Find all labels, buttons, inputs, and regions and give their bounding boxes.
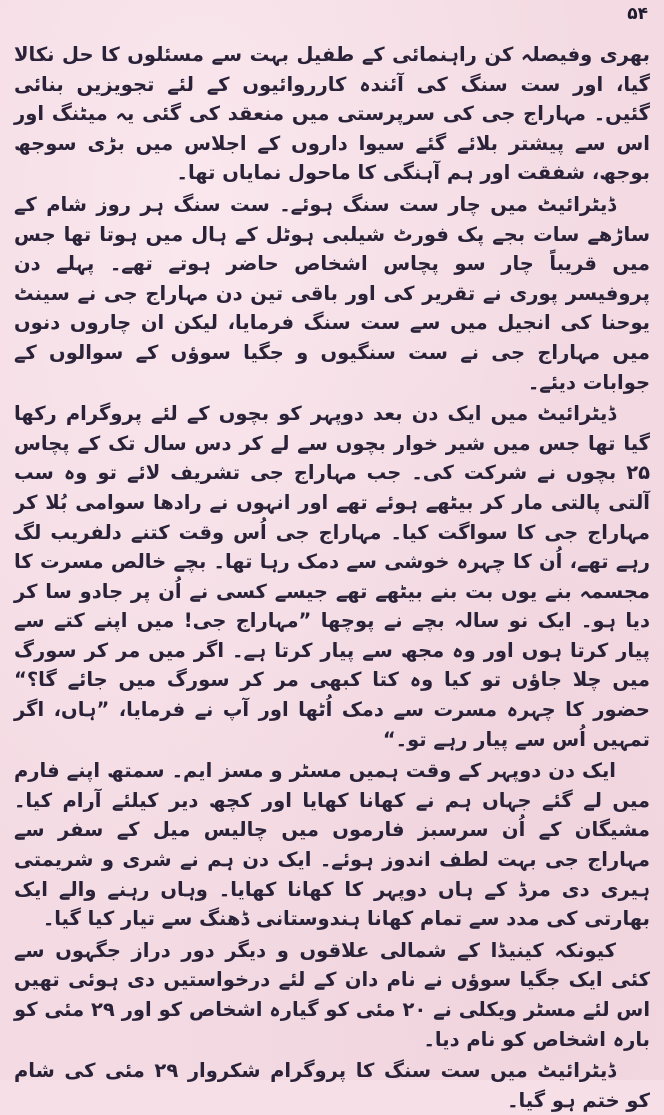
paragraph-initiation: کیونکہ کینیڈا کے شمالی علاقوں و دیگر دور دراز جگہوں سے کئی ایک جگیا سوؤں نے نام دان کے لئے درخواستیں دی ہوئی تھیں اس لئے مسٹر ویکلی نے ۲۰ مئی کو گیارہ اشخاص کو اور ۲۹ مئی کو بارہ اشخاص کو نام دیا۔: [14, 938, 651, 1051]
paragraph-farm-visit: ایک دن دوپہر کے وقت ہمیں مسٹر و مسز ایم۔ سمتھ اپنے فارم میں لے گئے جہاں ہم نے کھانا کھایا اور کچھ دیر کیلئے آرام کیا۔ مشیگان کے اُن سرسبز فارموں میں چالیس میل کے سفر سے مہاراج جی بہت لطف اندوز ہوئے۔ ایک دن ہم نے شری و شریمتی ہیری دی مرڈ کے ہاں دوپہر کا کھانا کھایا۔ وہاں رہنے والے ایک بھارتی کی مدد سے تمام کھانا ہندوستانی ڈھنگ سے تیار کیا گیا۔: [14, 759, 650, 931]
paragraph-meeting: بھری وفیصلہ کن راہنمائی کے طفیل بہت سے مسئلوں کا حل نکالا گیا، اور ست سنگ کی آئندہ کارروائیوں کے لئے تجویزیں بنائی گئیں۔ مہاراج جی کی سرپرستی میں منعقد کی گئی یہ میٹنگ اور اس سے پیشتر بلائے گئے سیوا داروں کے اجلاس میں بڑی سوجھ بوجھ، شفقت اور ہم آہنگی کا ماحول نمایاں تھا۔: [14, 43, 650, 185]
paragraph-children-program: ڈیٹرائیٹ میں ایک دن بعد دوپہر کو بچوں کے لئے پروگرام رکھا گیا تھا جس میں شیر خوار بچوں سے لے کر دس سال تک کے پچاس ۲۵ بچوں نے شرکت کی۔ جب مہاراج جی تشریف لائے تو وہ سب آلتی پالتی مار کر بیٹھے ہوئے تھے اور انہوں نے رادھا سوامی بُلا کر مہاراج جی کا سواگت کیا۔ مہاراج جی اُس وقت کتنے دلفریب لگ رہے تھے، اُن کا چہرہ خوشی سے دمک رہا تھا۔ بچے خالص مسرت کا مجسمہ بنے یوں بت بنے بیٹھے تھے جیسے کسی نے اُن پر جادو سا کر دیا ہو۔ ایک نو سالہ بچے نے پوچھا ”مہاراج جی! میں اپنے کتے سے پیار کرتا ہوں اور وہ مجھ سے پیار کرتا ہے۔ اگر میں مر کر سورگ میں چلا جاؤں تو کیا وہ کتا کبھی مر کر سورگ میں جائے گا؟“ حضور کا چہرہ مسرت سے دمک اُٹھا اور آپ نے فرمایا، ”ہاں، اگر تمہیں اُس سے پیار رہے تو۔“: [14, 402, 650, 751]
paragraph-detroit-satsang: ڈیٹرائیٹ میں چار ست سنگ ہوئے۔ ست سنگ ہر روز شام کے ساڑھے سات بجے پک فورٹ شیلبی ہوٹل کے ہال میں ہوتا تھا جس میں قریباً چار سو پچاس اشخاص حاضر ہوتے تھے۔ پہلے دن پروفیسر پوری نے تقریر کی اور باقی تین دن مہاراج جی نے سینٹ یوحنا کی انجیل میں سے ست سنگ فرمایا، لیکن ان چاروں دنوں میں مہاراج جی نے ست سنگیوں و جگیا سوؤں کے سوالوں کے جوابات دیئے۔: [14, 192, 650, 394]
page-number: ۵۴: [627, 4, 648, 24]
paragraph-program-end: ڈیٹرائیٹ میں ست سنگ کا پروگرام شکروار ۲۹ مئی کی شام کو ختم ہو گیا۔: [14, 1059, 650, 1112]
page-body: [14, 40, 651, 1112]
